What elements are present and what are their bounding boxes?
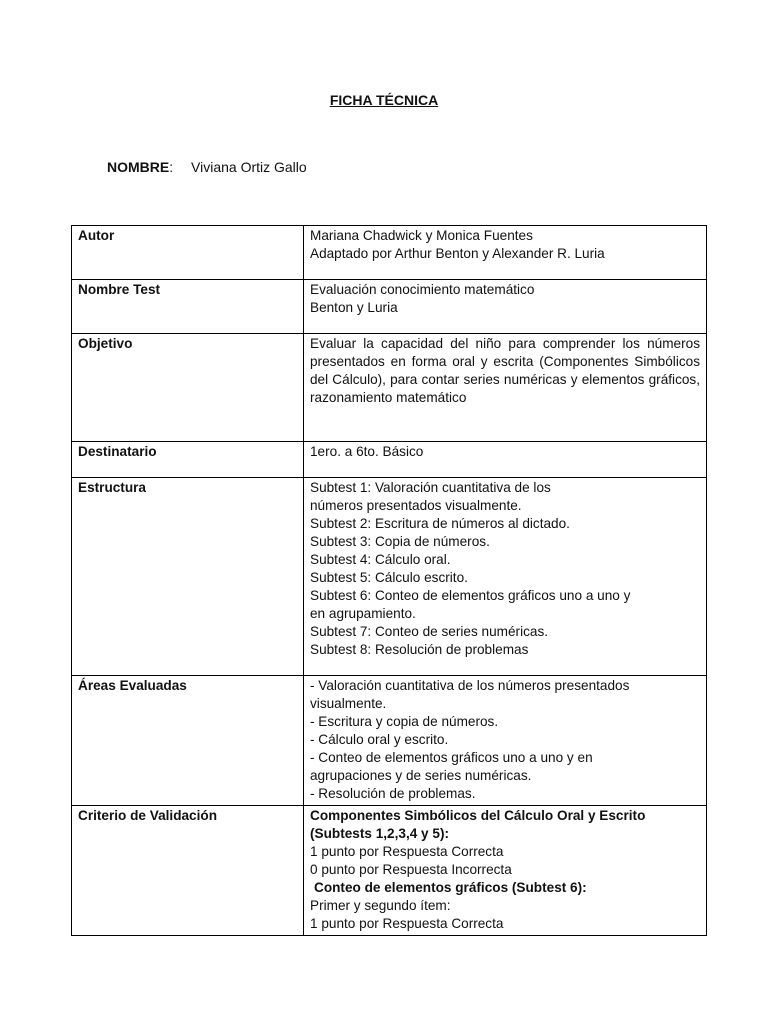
row-value <box>304 226 707 280</box>
row-label: Objetivo <box>72 334 304 442</box>
row-label: Destinatario <box>72 442 304 478</box>
technical-sheet-table <box>71 225 707 936</box>
row-autor <box>72 226 707 280</box>
name-colon: : <box>169 159 174 175</box>
value-line: - Resolución de problemas. <box>310 786 476 801</box>
value-line: 1 punto por Respuesta Correcta <box>310 844 504 859</box>
value-line: - Escritura y copia de números. <box>310 714 499 729</box>
value-line: 0 punto por Respuesta Incorrecta <box>310 862 512 877</box>
row-value: 1ero. a 6to. Básico <box>304 442 707 478</box>
value-line: visualmente. <box>310 696 387 711</box>
row-value: Evaluar la capacidad del niño para comprender los números presentados en forma oral y escrita (Componentes Simbólicos del Cálculo), para contar series numéricas y elementos gráficos, razonamiento matemático <box>304 334 707 442</box>
value-line: Evaluación conocimiento matemático <box>310 282 535 297</box>
value-line: Primer y segundo ítem: <box>310 898 451 913</box>
row-estructura <box>72 478 707 676</box>
name-label: NOMBRE <box>107 159 170 175</box>
value-line: en agrupamiento. <box>310 606 416 621</box>
value-line: 1 punto por Respuesta Correcta <box>310 916 504 931</box>
value-line: Subtest 3: Copia de números. <box>310 534 490 549</box>
row-areas-evaluadas <box>72 676 707 806</box>
name-row <box>107 159 307 175</box>
value-line: Mariana Chadwick y Monica Fuentes <box>310 228 533 243</box>
row-label: Criterio de Validación <box>72 806 304 936</box>
value-line: Benton y Luria <box>310 300 398 315</box>
name-value: Viviana Ortiz Gallo <box>191 159 307 175</box>
row-label: Nombre Test <box>72 280 304 334</box>
row-objetivo <box>72 334 707 442</box>
value-line: números presentados visualmente. <box>310 498 522 513</box>
row-label: Autor <box>72 226 304 280</box>
document-title: FICHA TÉCNICA <box>329 92 439 108</box>
value-line: Subtest 6: Conteo de elementos gráficos uno a uno y <box>310 588 631 603</box>
row-nombre-test <box>72 280 707 334</box>
criterio-heading: Conteo de elementos gráficos (Subtest 6): <box>314 880 587 895</box>
value-line: - Valoración cuantitativa de los números presentados <box>310 678 630 693</box>
criterio-heading: Componentes Simbólicos del Cálculo Oral y Escrito (Subtests 1,2,3,4 y 5): <box>310 808 646 841</box>
row-value <box>304 280 707 334</box>
value-line: - Conteo de elementos gráficos uno a uno y en <box>310 750 593 765</box>
row-value <box>304 806 707 936</box>
value-line: Subtest 4: Cálculo oral. <box>310 552 451 567</box>
row-label: Estructura <box>72 478 304 676</box>
value-line: Subtest 2: Escritura de números al dictado. <box>310 516 570 531</box>
value-line: Subtest 8: Resolución de problemas <box>310 642 529 657</box>
value-line: Adaptado por Arthur Benton y Alexander R. Luria <box>310 246 605 261</box>
row-value <box>304 478 707 676</box>
value-line: - Cálculo oral y escrito. <box>310 732 449 747</box>
row-destinatario <box>72 442 707 478</box>
row-label: Áreas Evaluadas <box>72 676 304 806</box>
value-line: Subtest 7: Conteo de series numéricas. <box>310 624 549 639</box>
value-line: agrupaciones y de series numéricas. <box>310 768 532 783</box>
value-line: Subtest 5: Cálculo escrito. <box>310 570 468 585</box>
row-criterio-validacion <box>72 806 707 936</box>
row-value <box>304 676 707 806</box>
value-line: Subtest 1: Valoración cuantitativa de los <box>310 480 551 495</box>
